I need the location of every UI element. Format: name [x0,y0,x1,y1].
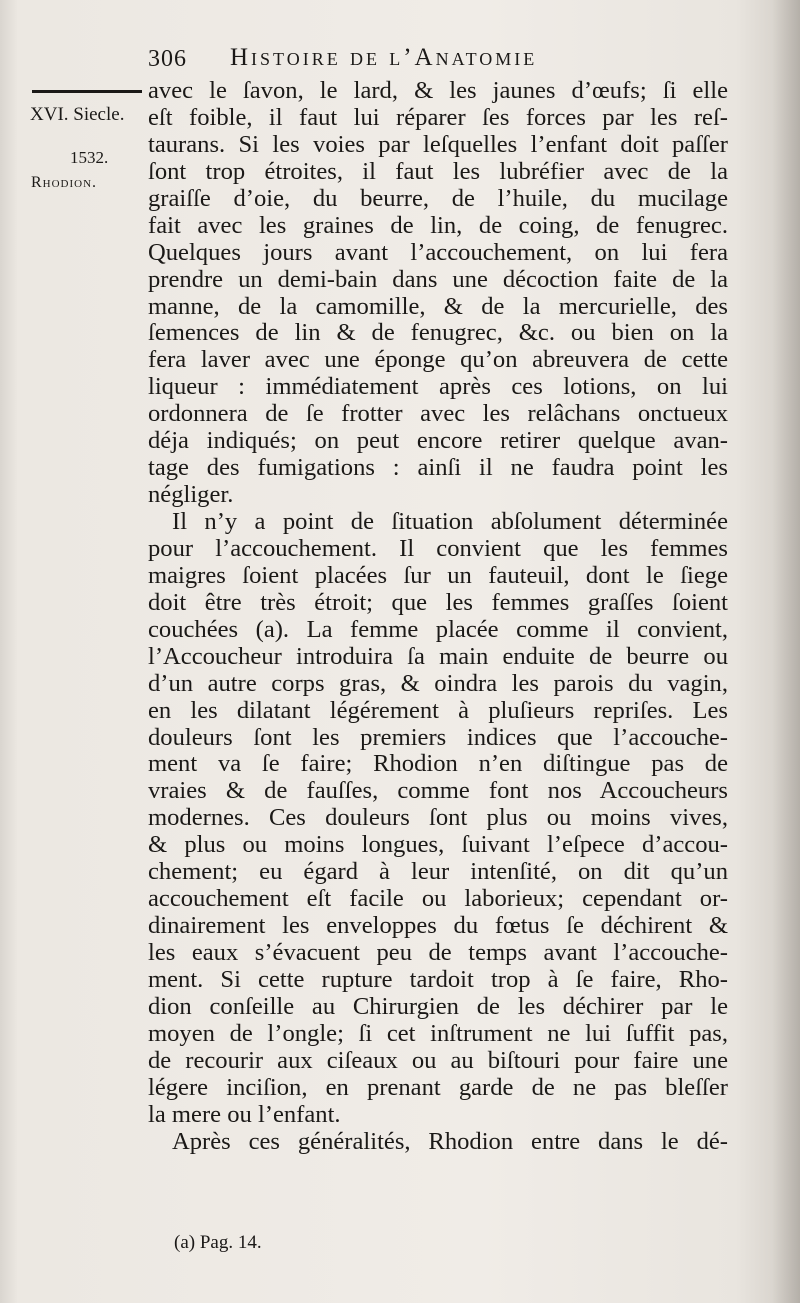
text-line: ſont trop étroites, il faut les lubréfier avec de la [148,157,728,185]
text-line: dion conſeille au Chirurgien de les déchirer par le [148,992,728,1020]
text-line: & plus ou moins longues, ſuivant l’eſpece d’accou- [148,831,728,859]
text-line: dinairement les enveloppes du fœtus ſe déchirent & [148,912,728,940]
text-line: Quelques jours avant l’accouchement, on lui fera [148,238,728,266]
page-number: 306 [148,46,187,72]
text-line: eſt foible, il faut lui réparer ſes forces par les reſ- [148,103,728,131]
text-line: la mere ou l’enfant. [148,1100,341,1128]
text-line: doit être très étroit; que les femmes graſſes ſoient [148,588,728,616]
text-line: fait avec les graines de lin, de coing, de fenugrec. [148,211,728,239]
text-line: légere inciſion, en prenant garde de ne pas bleſſer [148,1073,728,1101]
text-line: modernes. Ces douleurs ſont plus ou moins vives, [148,804,728,832]
text-line: fera laver avec une éponge qu’on abreuvera de cette [148,346,728,374]
text-line: Il n’y a point de ſituation abſolument déterminée [172,508,728,535]
text-line: chement; eu égard à leur intenſité, on dit qu’un [148,858,728,886]
text-line: moyen de l’ongle; ſi cet inſtrument ne lui ſuffit pas, [148,1019,728,1047]
text-line: ment. Si cette rupture tardoit trop à ſe faire, Rho- [148,965,728,993]
footnote: (a) Pag. 14. [174,1232,262,1253]
page-edge-shadow [772,0,800,1303]
text-line: avec le ſavon, le lard, & les jaunes d’œufs; ſi elle [148,77,728,104]
text-line: taurans. Si les voies par leſquelles l’enfant doit paſſer [148,130,728,158]
text-line: en les dilatant légérement à pluſieurs repriſes. Les [148,696,728,724]
text-line: déja indiqués; on peut encore retirer quelque avan- [148,427,728,455]
text-line: Après ces généralités, Rhodion entre dans le dé- [172,1127,728,1155]
text-line: ſemences de lin & de fenugrec, &c. ou bien on la [148,319,728,347]
text-line: les eaux s’évacuent peu de temps avant l’accouche- [148,939,728,966]
text-line: ordonnera de ſe frotter avec les relâchans onctueux [148,400,728,428]
text-line: vraies & de fauſſes, comme font nos Accoucheurs [148,777,728,805]
text-line: accouchement eſt facile ou laborieux; cependant or- [148,885,728,913]
text-line: maigres ſoient placées ſur un fauteuil, dont le ſiege [148,561,728,589]
text-line: tage des fumigations : ainſi il ne faudra point les [148,454,728,482]
text-line: de recourir aux ciſeaux ou au biſtouri pour faire une [148,1046,728,1074]
margin-rule [32,90,142,93]
margin-note-century: XVI. Siecle. [30,104,125,125]
text-line: couchées (a). La femme placée comme il convient, [148,615,728,643]
text-line: liqueur : immédiatement après ces lotions, on lui [148,373,728,401]
text-line: graiſſe d’oie, du beurre, de l’huile, du mucilage [148,184,728,212]
page-header [148,40,788,76]
text-line: manne, de la camomille, & de la mercurielle, des [148,292,728,320]
body-text [148,78,728,1156]
text-line: pour l’accouchement. Il convient que les femmes [148,534,728,562]
text-line: douleurs ſont les premiers indices que l’accouche- [148,723,728,751]
running-title: Histoire de l’Anatomie [230,44,538,71]
text-line: ment va ſe faire; Rhodion n’en diſtingue pas de [148,750,728,778]
text-line: d’un autre corps gras, & oindra les parois du vagin, [148,669,728,697]
margin-note-year: 1532. [70,148,109,167]
text-line: prendre un demi-bain dans une décoction faite de la [148,265,728,293]
text-line: négliger. [148,481,234,509]
text-line: l’Accoucheur introduira ſa main enduite de beurre ou [148,642,728,670]
margin-note-author: Rhodion. [31,174,98,191]
